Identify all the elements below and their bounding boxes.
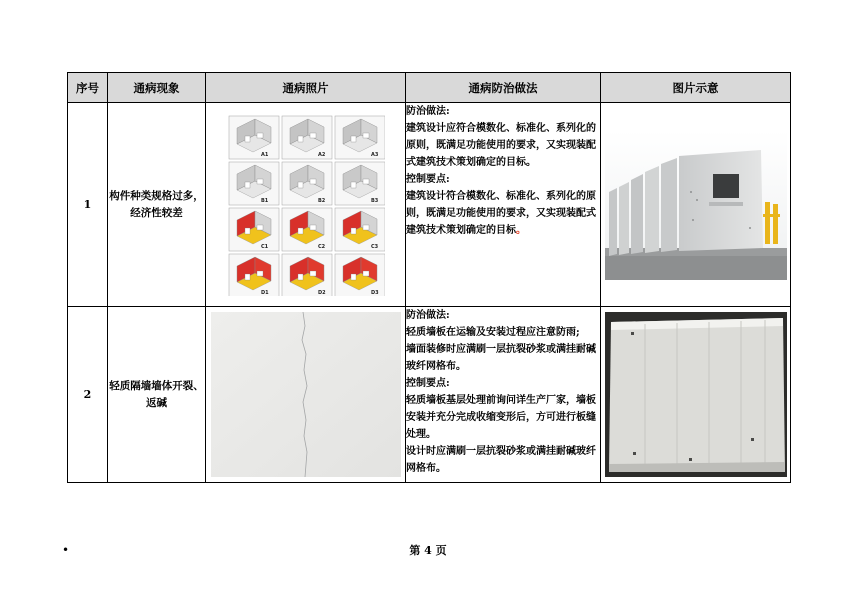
module-label: D2 [317, 289, 326, 296]
header-illustration: 图片示意 [601, 73, 791, 103]
room-module [282, 162, 332, 205]
room-module-diagram [227, 114, 385, 296]
row-phenomenon: 构件种类规格过多， 经济性较差 [108, 103, 206, 307]
module-grid-photo [206, 103, 406, 307]
method-red-mark: 。 [516, 225, 526, 236]
module-label: B2 [317, 197, 325, 204]
method-line: 防治做法: [406, 310, 450, 321]
module-label: A2 [317, 151, 325, 158]
method-line: 防治做法: [406, 106, 450, 117]
header-method: 通病防治做法 [406, 73, 601, 103]
partition-wall-image [605, 312, 787, 477]
module-label: C3 [370, 243, 378, 250]
header-seq: 序号 [68, 73, 108, 103]
precast-panels-photo [601, 103, 791, 307]
row-seq: 1 [68, 103, 108, 307]
room-module [282, 208, 332, 251]
room-module [335, 116, 385, 159]
row-seq: 2 [68, 307, 108, 483]
header-phenomenon: 通病现象 [108, 73, 206, 103]
row-method [406, 103, 601, 307]
room-module [229, 116, 279, 159]
table-row [68, 103, 791, 307]
module-label: D1 [260, 289, 269, 296]
module-label: B3 [370, 197, 378, 204]
page-number: 第 4 页 [409, 544, 447, 557]
row-method [406, 307, 601, 483]
table-row [68, 307, 791, 483]
header-row [68, 73, 791, 103]
method-text: 建筑设计符合模数化、标准化、系列化的原则，既满足功能使用的要求，又实现装配式建筑技术策划确定的目标 [406, 191, 596, 236]
method-line: 轻质墙板在运输及安装过程应注意防雨; [406, 327, 580, 338]
precast-panels-image [605, 130, 787, 280]
room-module [282, 116, 332, 159]
method-line: 墙面装修时应满刷一层抗裂砂浆或满挂耐碱玻纤网格布。 [406, 344, 596, 372]
method-line [406, 188, 600, 239]
module-label: A3 [370, 151, 378, 158]
method-line: 建筑设计应符合模数化、标准化、系列化的原则，既满足功能使用的要求，又实现装配式建筑技术策划确定的目标。 [406, 123, 596, 168]
module-label: B1 [260, 197, 268, 204]
row-phenomenon: 轻质隔墙墙体开裂、返碱 [108, 307, 206, 483]
method-line: 设计时应满刷一层抗裂砂浆或满挂耐碱玻纤网格布。 [406, 446, 596, 474]
defect-table [67, 72, 791, 483]
room-module [335, 208, 385, 251]
partition-wall-photo [601, 307, 791, 483]
room-module [282, 254, 332, 296]
room-module [335, 162, 385, 205]
method-line: 控制要点: [406, 378, 450, 389]
module-label: D3 [370, 289, 379, 296]
room-module [335, 254, 385, 296]
header-photo: 通病照片 [206, 73, 406, 103]
module-label: A1 [260, 151, 268, 158]
wall-crack-photo [206, 307, 406, 483]
module-label: C1 [260, 243, 268, 250]
method-line: 控制要点: [406, 174, 450, 185]
room-module [229, 162, 279, 205]
room-module [229, 208, 279, 251]
method-line: 轻质墙板基层处理前询问详生产厂家，墙板安装并充分完成收缩变形后，方可进行板缝处理。 [406, 395, 596, 440]
footer-bullet: • [62, 543, 70, 557]
room-module [229, 254, 279, 296]
module-label: C2 [317, 243, 325, 250]
wall-crack-image [211, 312, 401, 477]
